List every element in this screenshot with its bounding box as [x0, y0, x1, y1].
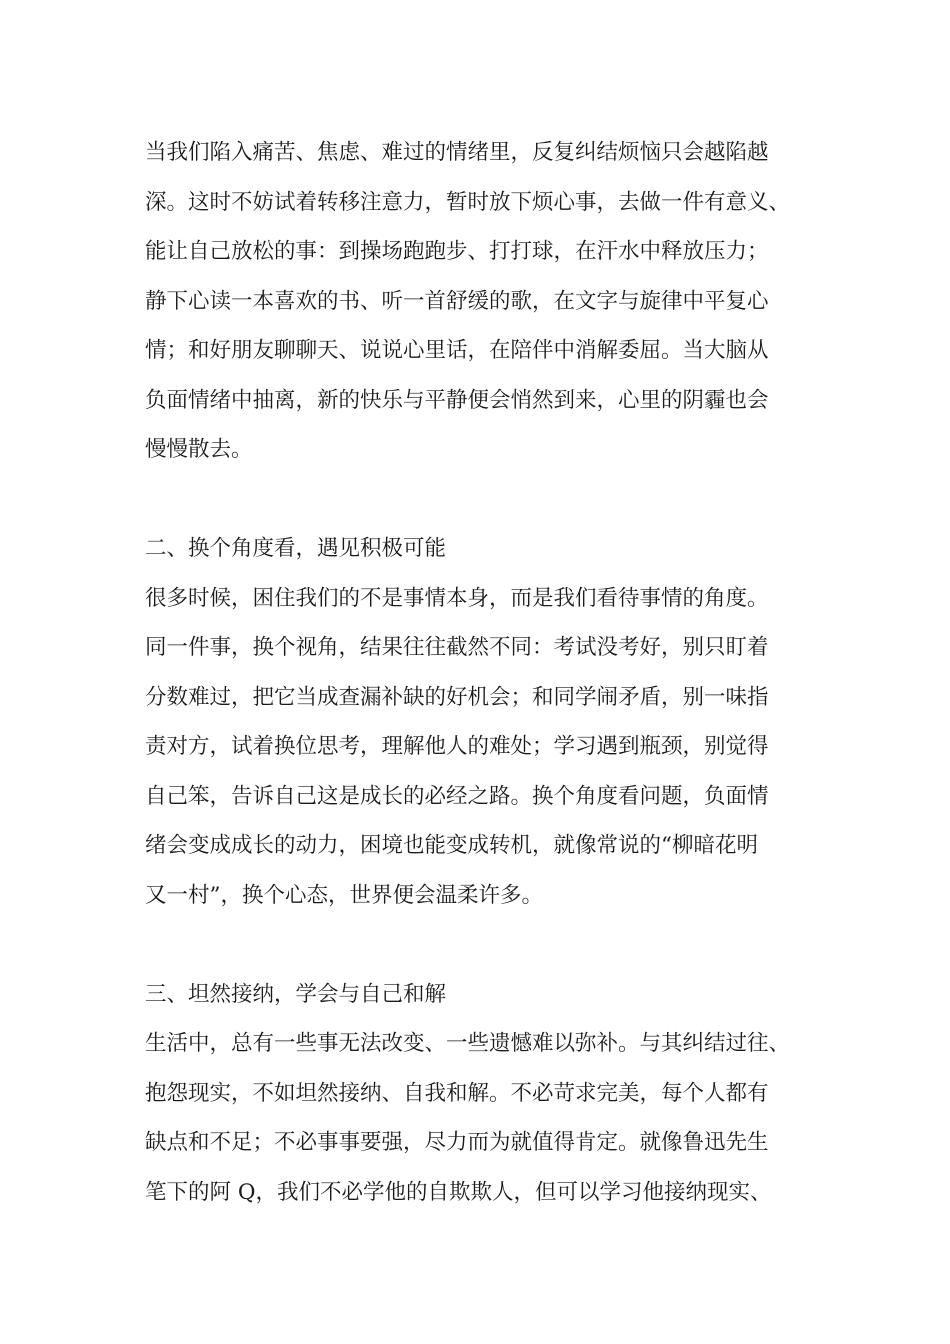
document-body: [145, 128, 835, 1217]
text-line: 深。这时不妨试着转移注意力，暂时放下烦心事，去做一件有意义、: [145, 189, 791, 215]
text-line: 能让自己放松的事：到操场跑跑步、打打球，在汗水中释放压力；: [145, 239, 769, 264]
text-line: 又一村”，换个心态，世界便会温柔许多。: [145, 882, 543, 908]
text-line: 负面情绪中抽离，新的快乐与平静便会悄然到来，心里的阴霾也会: [145, 387, 769, 413]
text-line: 绪会变成成长的动力，困境也能变成转机，就像常说的“柳暗花明: [145, 833, 758, 858]
paragraph-1: [145, 128, 835, 475]
text-line: 抱怨现实，不如坦然接纳、自我和解。不必苛求完美，每个人都有: [145, 1080, 769, 1106]
text-line: 责对方，试着换位思考，理解他人的难处；学习遇到瓶颈，别觉得: [145, 734, 769, 759]
text-line: 慢慢散去。: [145, 437, 253, 462]
text-line: 生活中，总有一些事无法改变、一些遗憾难以弥补。与其纠结过往、: [145, 1031, 791, 1056]
section-3: [145, 970, 835, 1218]
blank-line: [145, 475, 835, 525]
blank-line: [145, 920, 835, 970]
section-heading: 三、坦然接纳，学会与自己和解: [145, 981, 447, 1007]
text-line: 缺点和不足；不必事事要强，尽力而为就值得肯定。就像鲁迅先生: [145, 1130, 769, 1155]
section-heading: 二、换个角度看，遇见积极可能: [145, 536, 447, 561]
text-line: 静下心读一本喜欢的书、听一首舒缓的歌，在文字与旋律中平复心: [145, 288, 769, 314]
text-line: 当我们陷入痛苦、焦虑、难过的情绪里，反复纠结烦恼只会越陷越: [145, 140, 769, 165]
text-line: 自己笨，告诉自己这是成长的必经之路。换个角度看问题，负面情: [145, 783, 769, 809]
section-2: [145, 524, 835, 920]
text-line: 笔下的阿 Q，我们不必学他的自欺欺人，但可以学习他接纳现实、: [145, 1179, 772, 1205]
text-line: 很多时候，困住我们的不是事情本身，而是我们看待事情的角度。: [145, 585, 769, 611]
text-line: 情；和好朋友聊聊天、说说心里话，在陪伴中消解委屈。当大脑从: [145, 338, 769, 363]
text-line: 分数难过，把它当成查漏补缺的好机会；和同学闹矛盾，别一味指: [145, 684, 769, 710]
text-line: 同一件事，换个视角，结果往往截然不同：考试没考好，别只盯着: [145, 635, 769, 660]
